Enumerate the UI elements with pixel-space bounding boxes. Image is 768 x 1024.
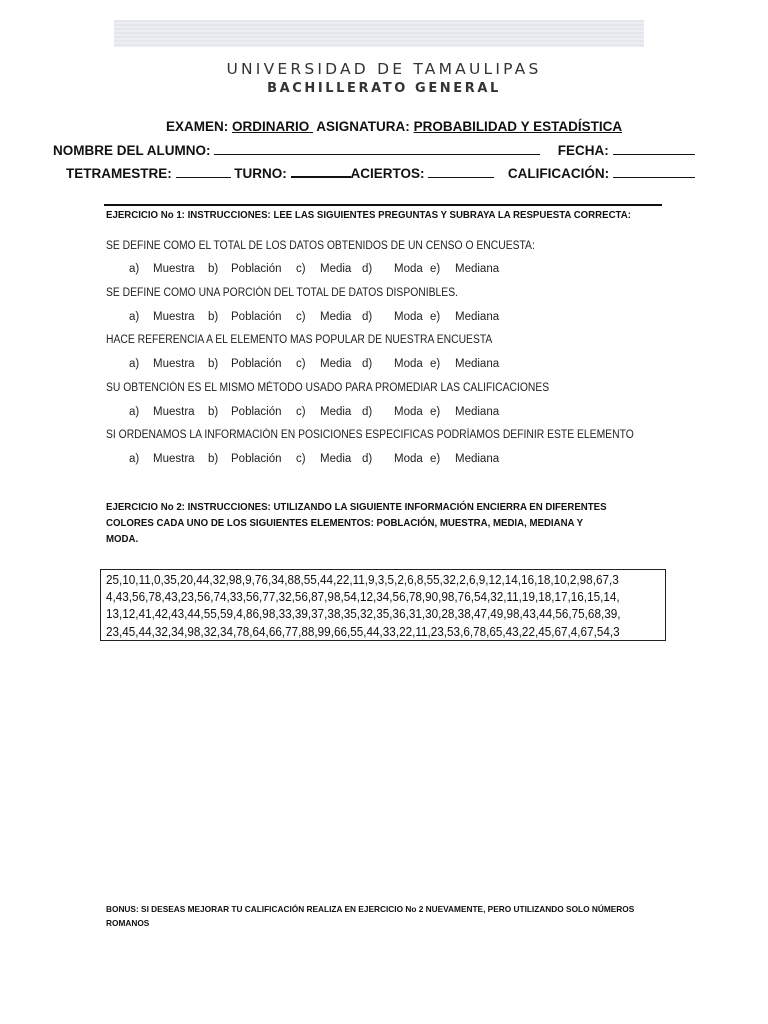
option-a-letter: a) bbox=[129, 453, 140, 465]
data-row: 23,45,44,32,34,98,32,34,78,64,66,77,88,99,66,55,44,33,22,11,23,53,6,78,65,43,22,45,67,4,67,54,3 bbox=[106, 624, 620, 639]
option-c-letter: c) bbox=[296, 311, 306, 323]
option-e-letter: e) bbox=[430, 453, 441, 465]
option-c-letter: c) bbox=[296, 406, 306, 418]
question-2-options bbox=[129, 311, 499, 323]
university-name: UNIVERSIDAD DE TAMAULIPAS bbox=[226, 60, 542, 78]
question-5-options bbox=[129, 453, 499, 465]
option-mediana[interactable]: Mediana bbox=[455, 406, 500, 418]
exam-label: EXAMEN: bbox=[166, 119, 229, 134]
option-muestra[interactable]: Muestra bbox=[153, 453, 195, 465]
shift-label: TURNO: bbox=[234, 166, 287, 181]
grade-field[interactable] bbox=[613, 165, 695, 178]
option-media[interactable]: Media bbox=[320, 263, 352, 275]
option-media[interactable]: Media bbox=[320, 453, 352, 465]
option-muestra[interactable]: Muestra bbox=[153, 263, 195, 275]
data-row: 25,10,11,0,35,20,44,32,98,9,76,34,88,55,44,22,11,9,3,5,2,6,8,55,32,2,6,9,12,14,16,18,10,2,98,67,3 bbox=[106, 573, 619, 587]
option-poblacion[interactable]: Población bbox=[231, 358, 282, 370]
shift-field[interactable] bbox=[291, 164, 351, 178]
option-mediana[interactable]: Mediana bbox=[455, 453, 500, 465]
option-c-letter: c) bbox=[296, 263, 306, 275]
exercise2-title-line3: MODA. bbox=[106, 533, 139, 545]
option-e-letter: e) bbox=[430, 358, 441, 370]
option-media[interactable]: Media bbox=[320, 406, 352, 418]
option-muestra[interactable]: Muestra bbox=[153, 358, 195, 370]
date-field[interactable] bbox=[613, 142, 695, 155]
option-b-letter: b) bbox=[208, 406, 219, 418]
bonus-instructions bbox=[106, 902, 706, 930]
option-e-letter: e) bbox=[430, 311, 441, 323]
option-d-letter: d) bbox=[362, 406, 373, 418]
date-label: FECHA: bbox=[557, 143, 609, 158]
question-3-options bbox=[129, 358, 499, 370]
option-mediana[interactable]: Mediana bbox=[455, 311, 500, 323]
exercise2-title-line2: COLORES CADA UNO DE LOS SIGUIENTES ELEMENTOS: POBLACIÓN, MUESTRA, MEDIA, MEDIANA Y bbox=[106, 517, 584, 529]
data-row: 4,43,56,78,43,23,56,74,33,56,77,32,56,87,98,54,12,34,56,78,90,98,76,54,32,11,19,18,17,16,15,14, bbox=[106, 590, 620, 605]
question-2: SE DEFINE COMO UNA PORCIÓN DEL TOTAL DE DATOS DISPONIBLES. bbox=[106, 287, 458, 299]
bonus-line-2: ROMANOS bbox=[106, 918, 150, 928]
correct-answers-field[interactable] bbox=[428, 165, 494, 178]
question-4: SU OBTENCIÓN ES EL MISMO MÉTODO USADO PARA PROMEDIAR LAS CALIFICACIONES bbox=[106, 382, 550, 394]
term-field[interactable] bbox=[176, 165, 231, 178]
option-d-letter: d) bbox=[362, 453, 373, 465]
correct-label: ACIERTOS: bbox=[350, 166, 425, 181]
option-c-letter: c) bbox=[296, 358, 306, 370]
option-muestra[interactable]: Muestra bbox=[153, 406, 195, 418]
option-muestra[interactable]: Muestra bbox=[153, 311, 195, 323]
question-1-options bbox=[129, 263, 499, 275]
option-b-letter: b) bbox=[208, 453, 219, 465]
program-name: BACHILLERATO GENERAL bbox=[267, 81, 501, 96]
option-moda[interactable]: Moda bbox=[394, 311, 423, 323]
exercise2-title-line1: EJERCICIO No 2: INSTRUCCIONES: UTILIZANDO LA SIGUIENTE INFORMACIÓN ENCIERRA EN DIFERENTES bbox=[106, 501, 607, 513]
option-poblacion[interactable]: Población bbox=[231, 311, 282, 323]
option-d-letter: d) bbox=[362, 263, 373, 275]
option-b-letter: b) bbox=[208, 263, 219, 275]
question-3: HACE REFERENCIA A EL ELEMENTO MAS POPULAR DE NUESTRA ENCUESTA bbox=[106, 334, 493, 346]
header-banner bbox=[114, 20, 644, 47]
exam-type-value: ORDINARIO bbox=[232, 119, 310, 134]
student-name-label: NOMBRE DEL ALUMNO: bbox=[53, 143, 211, 158]
student-date-line bbox=[53, 142, 695, 158]
option-poblacion[interactable]: Población bbox=[231, 406, 282, 418]
option-d-letter: d) bbox=[362, 358, 373, 370]
exam-subject-line bbox=[166, 119, 622, 134]
option-moda[interactable]: Moda bbox=[394, 453, 423, 465]
option-a-letter: a) bbox=[129, 406, 140, 418]
question-4-options bbox=[129, 406, 499, 418]
option-moda[interactable]: Moda bbox=[394, 358, 423, 370]
data-row: 13,12,41,42,43,44,55,59,4,86,98,33,39,37,38,35,32,35,36,31,30,28,38,47,49,98,43,44,56,75,68,39, bbox=[106, 607, 621, 622]
bonus-line-1: BONUS: SI DESEAS MEJORAR TU CALIFICACIÓN REALIZA EN EJERCICIO No 2 NUEVAMENTE, PERO UTILIZANDO SOLO NÚMEROS bbox=[106, 904, 635, 914]
option-moda[interactable]: Moda bbox=[394, 263, 423, 275]
exercise1-title: EJERCICIO No 1: INSTRUCCIONES: LEE LAS SIGUIENTES PREGUNTAS Y SUBRAYA LA RESPUESTA CORRECTA: bbox=[106, 209, 631, 221]
option-d-letter: d) bbox=[362, 311, 373, 323]
subject-label: ASIGNATURA: bbox=[316, 119, 410, 134]
option-mediana[interactable]: Mediana bbox=[455, 358, 500, 370]
option-a-letter: a) bbox=[129, 358, 140, 370]
option-b-letter: b) bbox=[208, 358, 219, 370]
option-mediana[interactable]: Mediana bbox=[455, 263, 500, 275]
option-e-letter: e) bbox=[430, 406, 441, 418]
term-label: TETRAMESTRE: bbox=[66, 166, 172, 181]
grade-label: CALIFICACIÓN: bbox=[507, 166, 610, 181]
option-a-letter: a) bbox=[129, 263, 140, 275]
section-divider bbox=[104, 204, 662, 206]
data-box bbox=[100, 569, 666, 641]
option-media[interactable]: Media bbox=[320, 311, 352, 323]
option-moda[interactable]: Moda bbox=[394, 406, 423, 418]
option-poblacion[interactable]: Población bbox=[231, 453, 282, 465]
option-poblacion[interactable]: Población bbox=[231, 263, 282, 275]
question-5: SI ORDENAMOS LA INFORMACIÓN EN POSICIONES ESPECIFICAS PODRÍAMOS DEFINIR ESTE ELEMENTO bbox=[106, 429, 634, 441]
option-e-letter: e) bbox=[430, 263, 441, 275]
student-name-field[interactable] bbox=[214, 142, 540, 155]
question-1: SE DEFINE COMO EL TOTAL DE LOS DATOS OBTENIDOS DE UN CENSO O ENCUESTA: bbox=[106, 240, 535, 252]
option-a-letter: a) bbox=[129, 311, 140, 323]
option-media[interactable]: Media bbox=[320, 358, 352, 370]
term-line bbox=[66, 164, 695, 181]
option-c-letter: c) bbox=[296, 453, 306, 465]
subject-value: PROBABILIDAD Y ESTADÍSTICA bbox=[413, 119, 623, 134]
option-b-letter: b) bbox=[208, 311, 219, 323]
